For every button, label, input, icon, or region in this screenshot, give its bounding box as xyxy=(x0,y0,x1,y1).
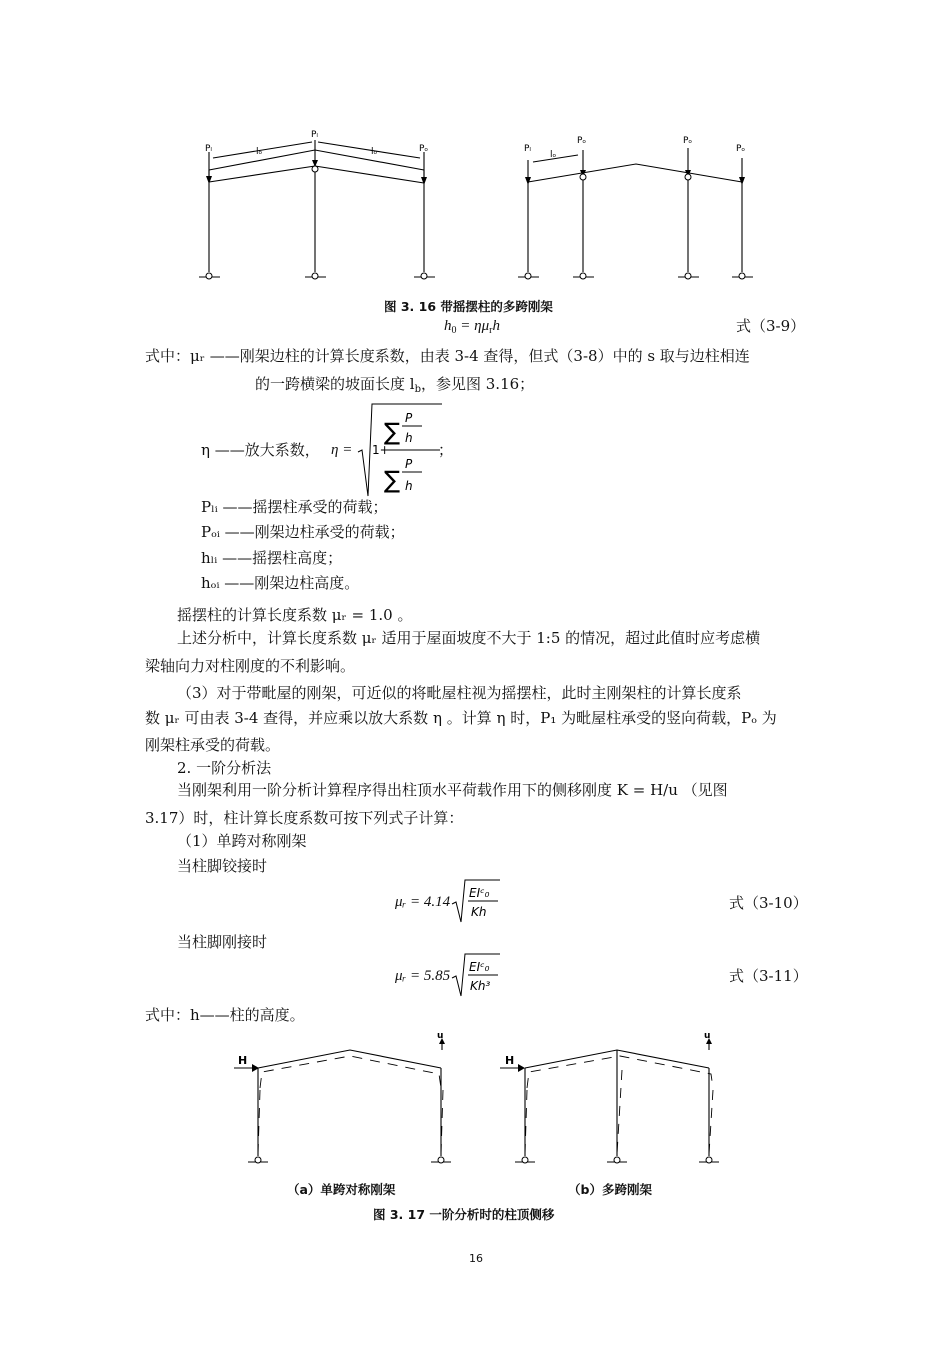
equation-ref-3-9: 式（3-9） xyxy=(736,317,806,335)
label-p2-b: Pₒ xyxy=(736,144,746,154)
figure-caption-3-16: 图 3. 16 带摇摆柱的多跨刚架 xyxy=(384,299,553,314)
para-slope-line2: 梁轴向力对柱刚度的不利影响。 xyxy=(145,657,356,675)
label-h-b: H xyxy=(505,1054,515,1067)
para-rocking-column: 摇摆柱的计算长度系数 μᵣ = 1.0 。 xyxy=(177,606,413,624)
equation-ref-3-10: 式（3-10） xyxy=(729,894,808,912)
label-l1-b: lₒ xyxy=(550,150,557,160)
svg-text:∑: ∑ xyxy=(384,466,401,494)
def-h-li: hₗᵢ ——摇摆柱高度； xyxy=(201,549,343,567)
figure-3-16 xyxy=(0,0,952,300)
label-pf2-b: Pₒ xyxy=(683,136,693,146)
svg-text:1+: 1+ xyxy=(372,443,390,457)
equation-3-10-radical xyxy=(452,878,502,924)
label-l1-a: lₒ xyxy=(256,147,263,157)
eq311-num: EIᶜ₀ xyxy=(469,960,490,974)
where-h: 式中：h——柱的高度。 xyxy=(145,1006,305,1024)
para-stiffness-line1: 当刚架利用一阶分析计算程序得出柱顶水平荷载作用下的侧移刚度 K = H/u （见图 xyxy=(177,781,728,799)
label-p1-b: Pₗ xyxy=(524,144,531,154)
para-slope-line1: 上述分析中，计算长度系数 μᵣ 适用于屋面坡度不大于 1:5 的情况，超过此值时应考虑横 xyxy=(177,629,761,647)
def-p-fi: Pₒᵢ ——刚架边柱承受的荷载； xyxy=(201,523,405,541)
label-p1-a: Pₗ xyxy=(205,144,212,154)
item-single-span: （1）单跨对称刚架 xyxy=(177,832,307,850)
figure-caption-3-17: 图 3. 17 一阶分析时的柱顶侧移 xyxy=(373,1207,555,1222)
label-pm-a: Pₗ xyxy=(311,130,318,140)
svg-text:∑: ∑ xyxy=(384,418,401,446)
page-number: 16 xyxy=(469,1252,483,1265)
label-u-b: u xyxy=(704,1031,711,1041)
eta-semicolon: ； xyxy=(438,441,454,459)
equation-ref-3-11: 式（3-11） xyxy=(729,967,808,985)
def-p-li: Pₗᵢ ——摇摆柱承受的荷载； xyxy=(201,498,388,516)
eta-den-top: P xyxy=(405,457,413,471)
para-annex-line2: 数 μᵣ 可由表 3-4 查得，并应乘以放大系数 η 。计算 η 时，P₁ 为毗屋柱承受的竖向荷载，Pₒ 为 xyxy=(145,709,777,727)
figure-3-17 xyxy=(0,1030,952,1180)
equation-3-11-lhs: μᵣ = 5.85 xyxy=(395,968,451,984)
text-fixed: 当柱脚刚接时 xyxy=(177,933,268,951)
label-p2-a: Pₒ xyxy=(419,144,429,154)
label-pf1-b: Pₒ xyxy=(577,136,587,146)
eq310-den: Kh xyxy=(471,905,487,919)
eta-label: η ——放大系数， xyxy=(201,441,320,459)
section-first-order: 2. 一阶分析法 xyxy=(177,759,272,777)
equation-3-11-radical xyxy=(452,952,502,998)
para-stiffness-line2: 3.17）时，柱计算长度系数可按下列式子计算： xyxy=(145,809,464,827)
para-annex-line3: 刚架柱承受的荷载。 xyxy=(145,736,281,754)
where-mu-line2: 的一跨横梁的坡面长度 $l_b$，参见图 3.16； xyxy=(255,375,535,395)
para-annex-line1: （3）对于带毗屋的刚架，可近似的将毗屋柱视为摇摆柱，此时主刚架柱的计算长度系 xyxy=(177,684,742,702)
where-mu-line1: 式中：μᵣ ——刚架边柱的计算长度系数，由表 3-4 查得，但式（3-8）中的 s 取与边柱相连 xyxy=(145,347,750,365)
equation-3-10-lhs: μᵣ = 4.14 xyxy=(395,894,451,910)
equation-3-9: $h_0 = \eta\mu_rh$ xyxy=(444,318,500,336)
eta-expression: η = xyxy=(331,442,353,458)
subcaption-a: （a）单跨对称刚架 xyxy=(287,1182,396,1197)
text-hinged: 当柱脚铰接时 xyxy=(177,857,268,875)
subcaption-b: （b）多跨刚架 xyxy=(568,1182,652,1197)
eq310-num: EIᶜ₀ xyxy=(469,886,490,900)
label-l2-a: lₒ xyxy=(371,147,378,157)
eta-radical xyxy=(358,402,448,498)
eta-den-bot: h xyxy=(405,479,413,493)
label-h-a: H xyxy=(238,1054,248,1067)
eta-num-bot: h xyxy=(405,431,413,445)
eta-num-top: P xyxy=(405,411,413,425)
label-u-a: u xyxy=(437,1031,444,1041)
eq311-den: Kh³ xyxy=(470,979,491,993)
def-h-fi: hₒᵢ ——刚架边柱高度。 xyxy=(201,574,360,592)
